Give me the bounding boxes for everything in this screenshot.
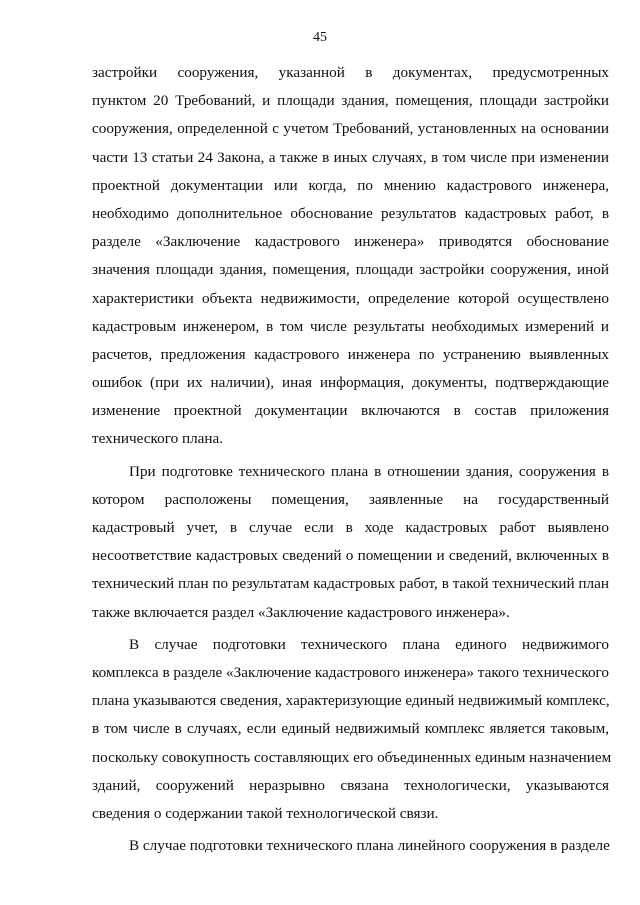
text-line: кадастровый учет, в случае если в ходе кадастровых работ выявлено (92, 519, 609, 536)
text-line: расчетов, предложения кадастрового инженера по устранению выявленных (92, 345, 609, 363)
text-line: В случае подготовки технического плана линейного сооружения в разделе (129, 837, 610, 855)
text-line: застройки сооружения, указанной в документах, предусмотренных (92, 64, 609, 81)
paragraph-1 (92, 59, 609, 454)
text-line: технический план по результатам кадастровых работ, в такой технический план (92, 575, 609, 593)
text-line: части 13 статьи 24 Закона, а также в иных случаях, в том числе при изменении (92, 148, 609, 166)
text-line: технического плана. (92, 430, 224, 448)
text-line: проектной документации или когда, по мнению кадастрового инженера, (92, 176, 609, 194)
paragraph-3 (92, 631, 612, 828)
page-number: 45 (313, 30, 327, 45)
text-line: ошибок (при их наличии), иная информация, документы, подтверждающие (92, 374, 609, 392)
text-line: разделе «Заключение кадастрового инженера» приводятся обоснование (92, 233, 609, 251)
text-line: значения площади здания, помещения, площади застройки сооружения, иной (92, 261, 609, 279)
text-line: кадастровым инженером, в том числе результаты необходимых измерений и (92, 317, 609, 335)
text-line: поскольку совокупность составляющих его объединенных единым назначением (92, 748, 612, 766)
text-line: сооружения, определенной с учетом Требований, установленных на основании (92, 120, 609, 138)
text-line: В случае подготовки технического плана единого недвижимого (129, 635, 609, 653)
text-line: несоответствие кадастровых сведений о помещении и сведений, включенных в (92, 547, 609, 565)
text-line: необходимо дополнительное обоснование результатов кадастровых работ, в (92, 204, 609, 222)
paragraph-2 (92, 458, 609, 627)
text-line: характеристики объекта недвижимости, определение которой осуществлено (92, 289, 609, 307)
paragraph-4 (92, 832, 609, 860)
text-line: пунктом 20 Требований, и площади здания, помещения, площади застройки (92, 92, 609, 110)
text-line: также включается раздел «Заключение кадастрового инженера». (92, 603, 510, 621)
text-line: плана указываются сведения, характеризующие единый недвижимый комплекс, (92, 692, 610, 710)
text-line: изменение проектной документации включаются в состав приложения (92, 402, 609, 420)
body-text (92, 59, 612, 860)
text-line: котором расположены помещения, заявленные на государственный (92, 490, 609, 508)
text-line: зданий, сооружений неразрывно связана технологически, указываются (92, 776, 609, 794)
text-line: сведения о содержании такой технологической связи. (92, 804, 439, 822)
text-line: в том числе в случаях, если единый недвижимый комплекс является таковым, (92, 720, 609, 738)
text-line: комплекса в разделе «Заключение кадастрового инженера» такого технического (92, 663, 609, 681)
text-line: При подготовке технического плана в отношении здания, сооружения в (129, 462, 609, 480)
